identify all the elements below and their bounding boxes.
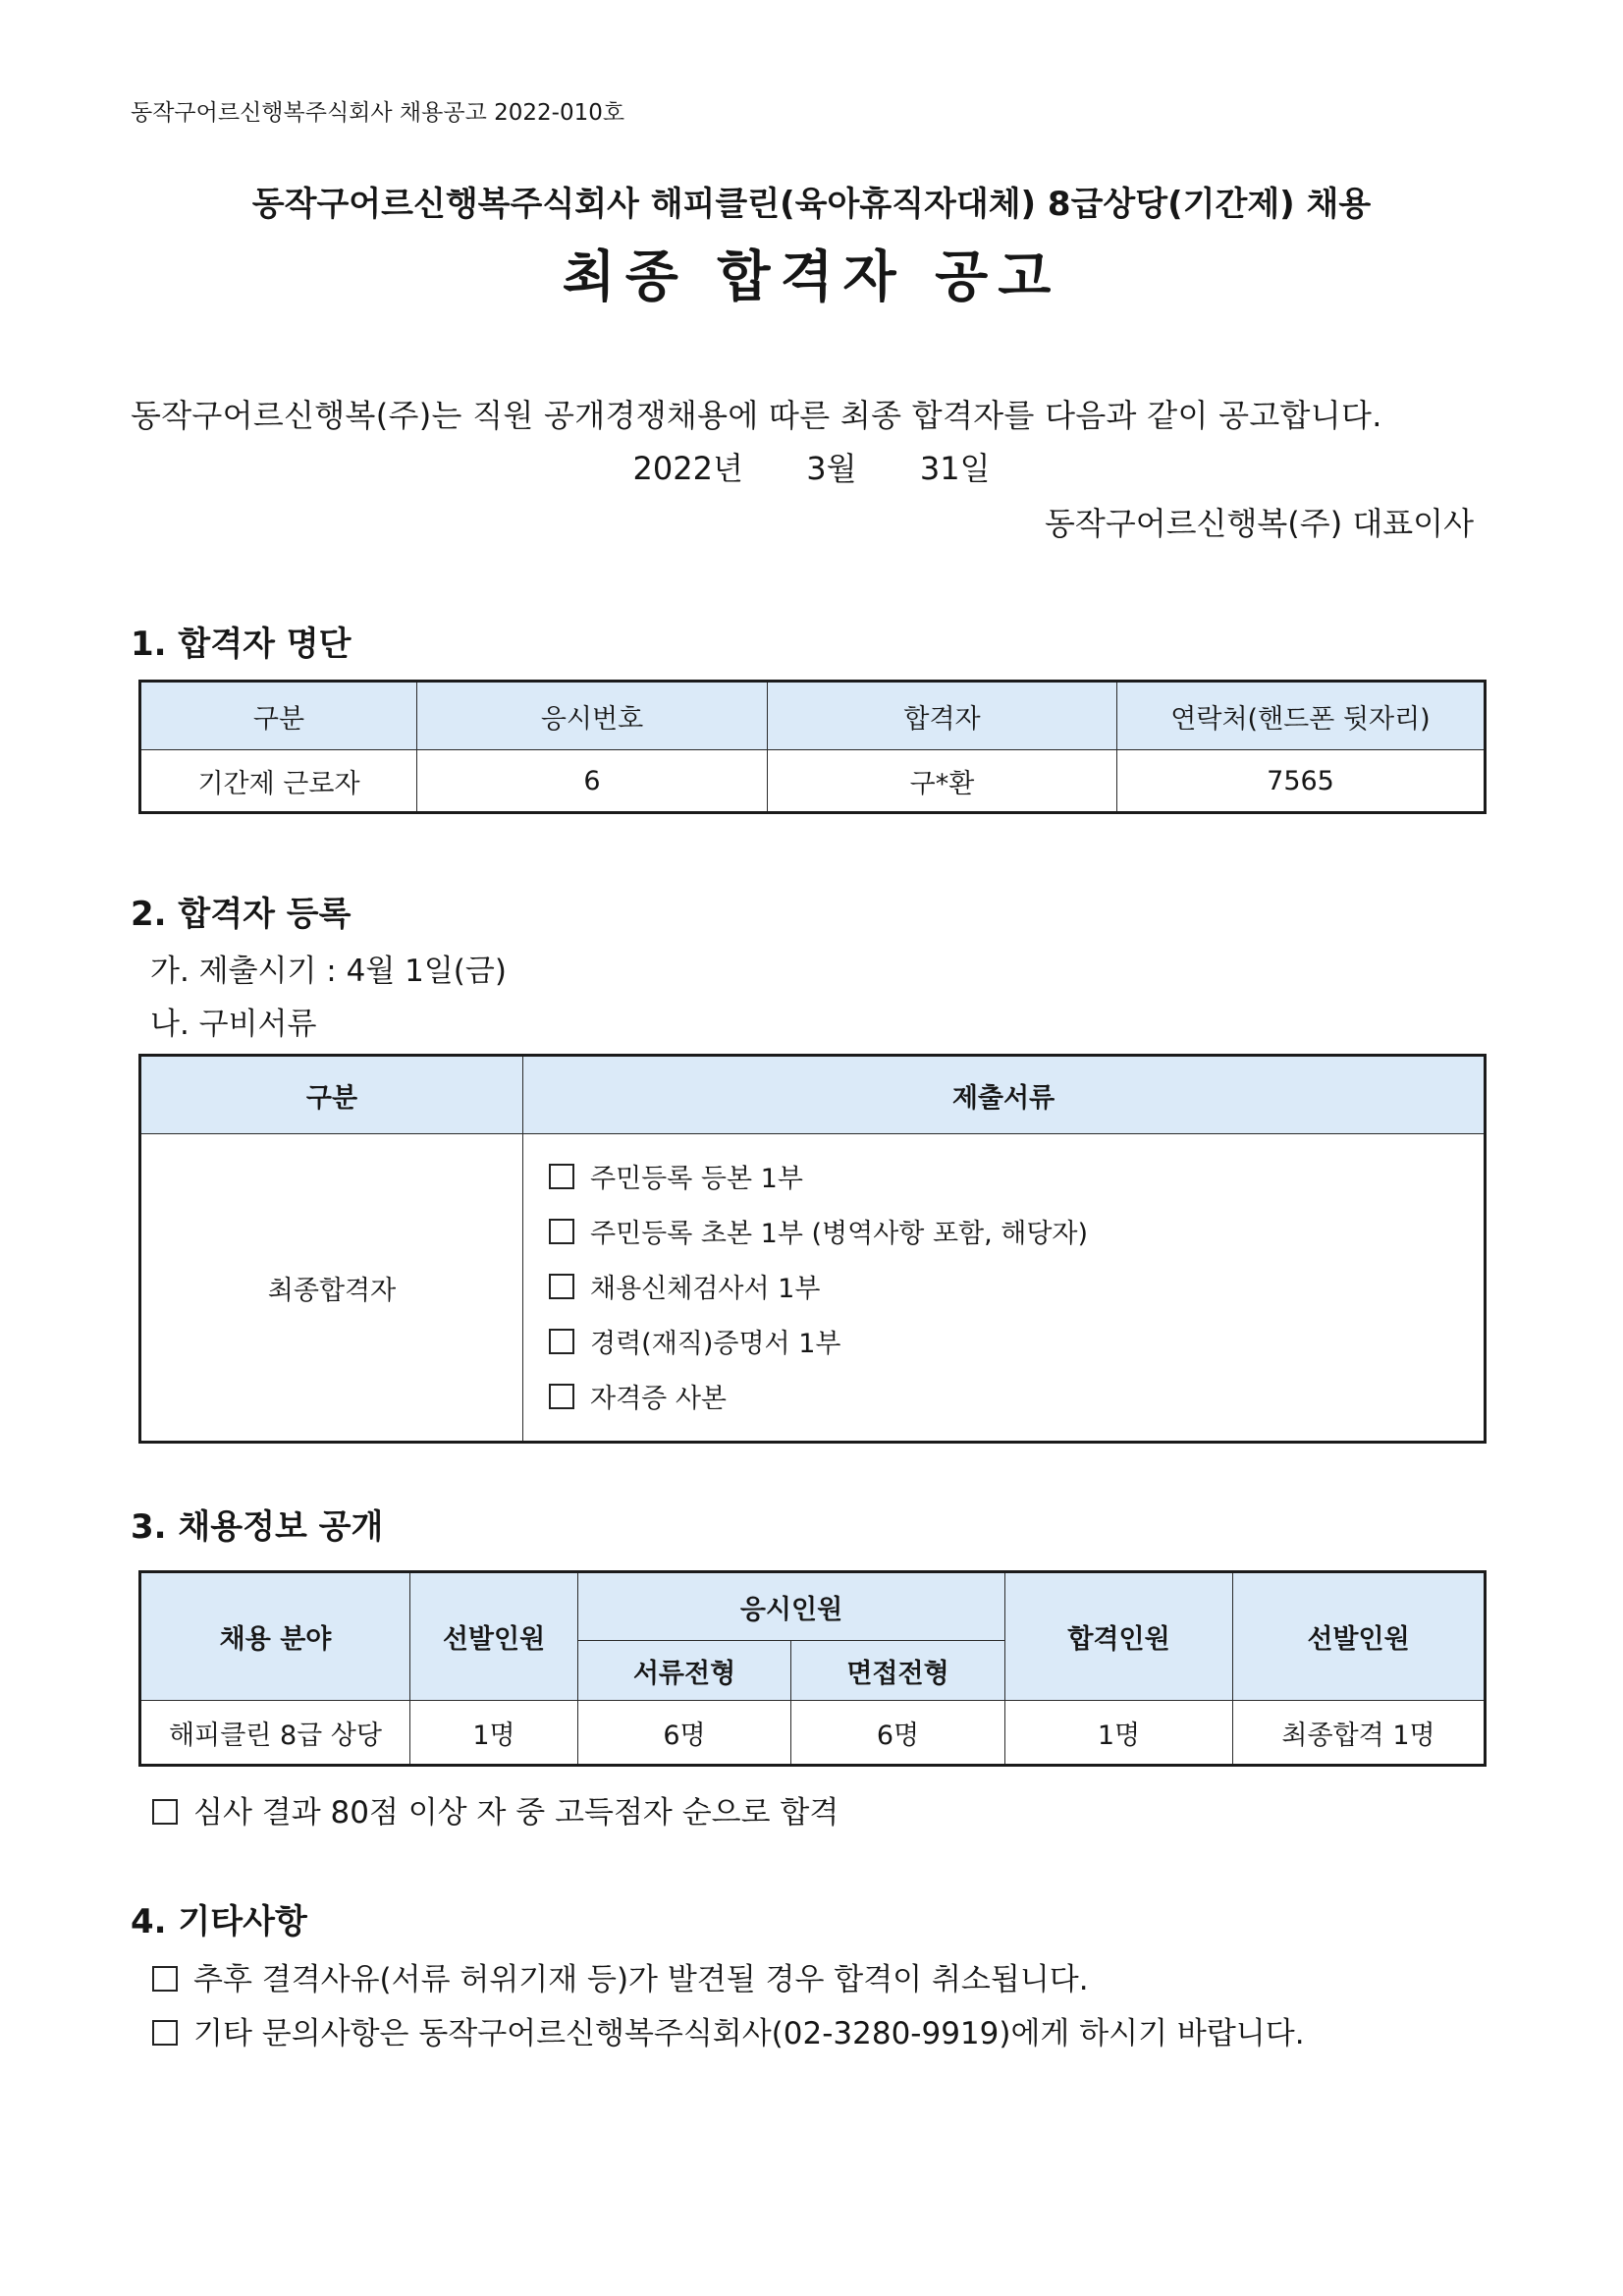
- table-header: 합격자: [768, 682, 1117, 750]
- document-list: [523, 1134, 1486, 1443]
- section2-heading: 2. 합격자 등록: [131, 895, 352, 934]
- document-label: 주민등록 초본 1부 (병역사항 포함, 해당자): [590, 1219, 1089, 1249]
- table-header: 선발인원: [410, 1572, 578, 1701]
- list-item: [549, 1207, 1484, 1262]
- checkbox-icon: [549, 1219, 574, 1244]
- checkbox-icon: [152, 1799, 178, 1825]
- section4-heading: 4. 기타사항: [131, 1902, 307, 1941]
- checkbox-icon: [549, 1274, 574, 1299]
- submission-period: 가. 제출시기 : 4월 1일(금): [150, 954, 507, 989]
- date-month: 3월: [806, 450, 857, 487]
- document-label: 채용신체검사서 1부: [590, 1274, 821, 1304]
- table-cell: 6명: [791, 1701, 1005, 1766]
- section3-heading: 3. 채용정보 공개: [131, 1507, 384, 1547]
- table-cell: 최종합격자: [140, 1134, 523, 1443]
- list-item: [549, 1152, 1484, 1207]
- table-header: 선발인원: [1233, 1572, 1486, 1701]
- notice-title: 최종 합격자 공고: [562, 246, 1061, 309]
- checkbox-icon: [549, 1329, 574, 1354]
- table-header: 응시인원: [578, 1572, 1005, 1641]
- table-cell: 1명: [1005, 1701, 1233, 1766]
- checkbox-icon: [549, 1164, 574, 1189]
- notice-subtitle: 동작구어르신행복주식회사 해피클린(육아휴직자대체) 8급상당(기간제) 채용: [251, 185, 1372, 224]
- list-item: [549, 1262, 1484, 1317]
- table-row: [140, 750, 1486, 813]
- list-item: [549, 1317, 1484, 1372]
- document-label: 주민등록 등본 1부: [590, 1164, 803, 1194]
- notice-date: [0, 444, 1623, 489]
- list-item: [152, 1954, 1089, 1998]
- table-cell: 최종합격 1명: [1233, 1701, 1486, 1766]
- table-row: [140, 1134, 1486, 1443]
- table-row: [140, 1701, 1486, 1766]
- checkbox-icon: [152, 1966, 178, 1992]
- section1-heading: 1. 합격자 명단: [131, 625, 352, 664]
- etc-text: 기타 문의사항은 동작구어르신행복주식회사(02-3280-9919)에게 하시기 바랍니다.: [193, 2016, 1305, 2051]
- list-item: [152, 2008, 1305, 2052]
- table-header: 구분: [140, 1056, 523, 1134]
- document-label: 경력(재직)증명서 1부: [590, 1329, 841, 1359]
- signer: 동작구어르신행복(주) 대표이사: [1045, 505, 1474, 542]
- table-header: 면접전형: [791, 1641, 1005, 1701]
- checkbox-icon: [152, 2020, 178, 2046]
- document-label: 자격증 사본: [590, 1384, 727, 1414]
- selection-note: [152, 1787, 839, 1831]
- checkbox-icon: [549, 1384, 574, 1409]
- table-header: 제출서류: [523, 1056, 1486, 1134]
- table-header: 서류전형: [578, 1641, 791, 1701]
- table-header: 채용 분야: [140, 1572, 410, 1701]
- table-header: 구분: [140, 682, 417, 750]
- table-header: 응시번호: [417, 682, 768, 750]
- documents-table: [138, 1054, 1487, 1444]
- document-number: 동작구어르신행복주식회사 채용공고 2022-010호: [131, 100, 625, 126]
- passer-list-table: [138, 680, 1487, 814]
- table-header: 합격인원: [1005, 1572, 1233, 1701]
- table-cell: 1명: [410, 1701, 578, 1766]
- intro-text: 동작구어르신행복(주)는 직원 공개경쟁채용에 따른 최종 합격자를 다음과 같이 공고합니다.: [131, 397, 1382, 434]
- table-cell: 6: [417, 750, 768, 813]
- table-header: 연락처(핸드폰 뒷자리): [1117, 682, 1486, 750]
- table-cell: 해피클린 8급 상당: [140, 1701, 410, 1766]
- recruitment-info-table: [138, 1570, 1487, 1767]
- required-documents-label: 나. 구비서류: [150, 1007, 317, 1042]
- date-year: 2022년: [632, 450, 743, 487]
- table-cell: 6명: [578, 1701, 791, 1766]
- date-day: 31일: [919, 450, 991, 487]
- table-cell: 기간제 근로자: [140, 750, 417, 813]
- etc-text: 추후 결격사유(서류 허위기재 등)가 발견될 경우 합격이 취소됩니다.: [193, 1962, 1089, 1997]
- table-cell: 구*환: [768, 750, 1117, 813]
- list-item: [549, 1372, 1484, 1427]
- table-cell: 7565: [1117, 750, 1486, 813]
- selection-note-text: 심사 결과 80점 이상 자 중 고득점자 순으로 합격: [193, 1795, 839, 1831]
